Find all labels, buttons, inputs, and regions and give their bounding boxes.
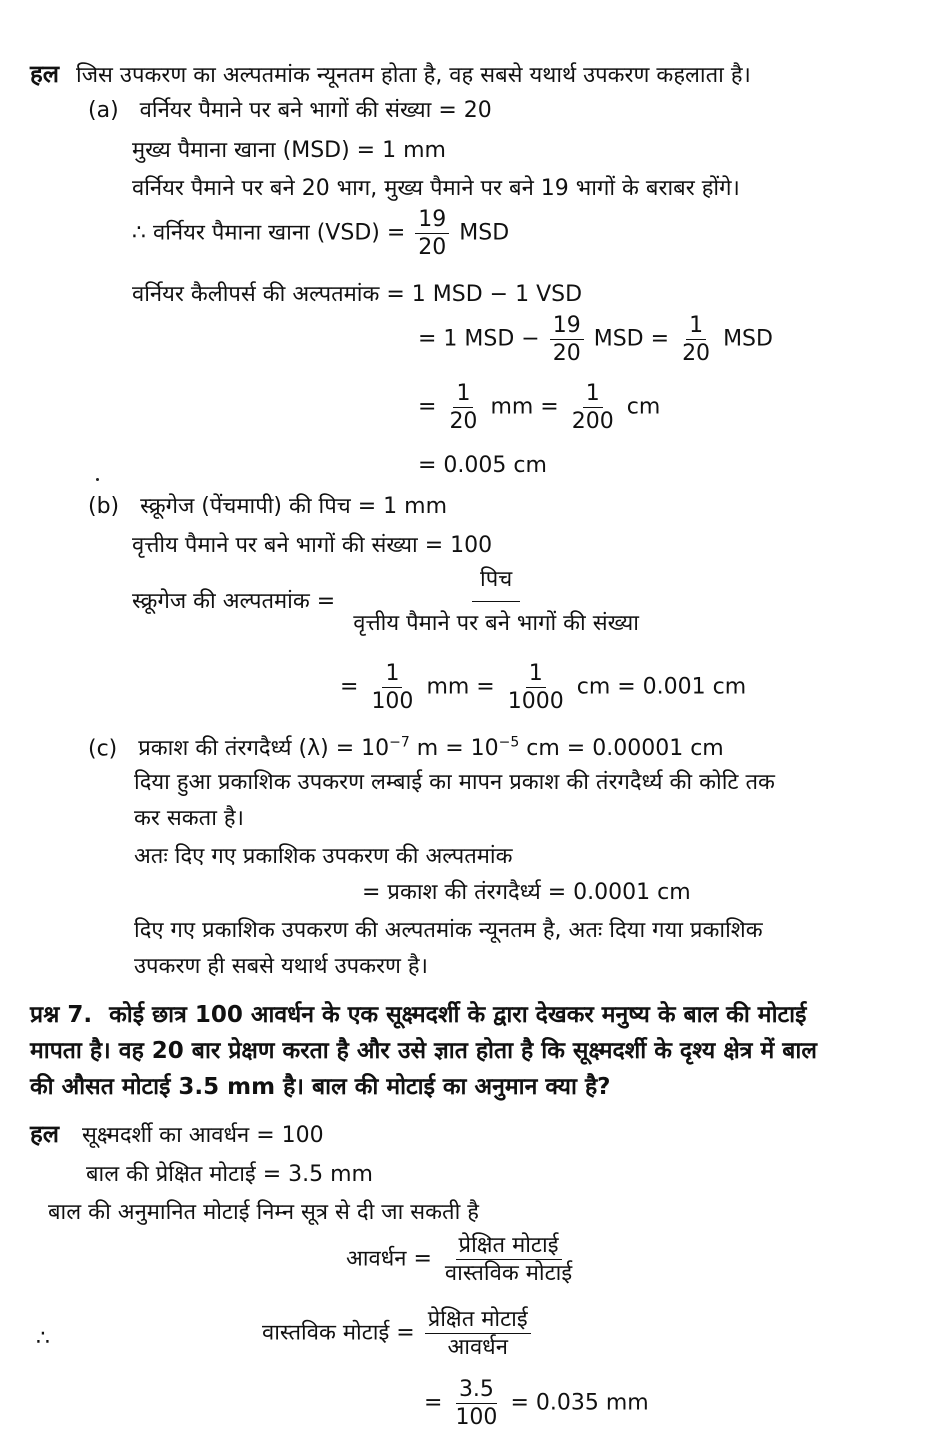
lc2-unit: MSD <box>723 326 773 352</box>
vsd-unit: MSD <box>459 220 510 246</box>
magnification-denominator: वास्तविक मोटाई <box>444 1261 573 1287</box>
part-c-line-6: दिए गए प्रकाशिक उपकरण की अल्पतमांक न्यूनतम है, अतः दिया गया प्रकाशिक <box>134 918 763 943</box>
screw-lc-result <box>340 662 746 713</box>
lc3-f1-denominator: 20 <box>449 409 478 435</box>
actual-thickness-equation <box>262 1308 534 1359</box>
solution-2-label: हल <box>30 1120 60 1148</box>
vernier-divisions-text: वर्नियर पैमाने पर बने भागों की संख्या = 20 <box>139 98 492 123</box>
final-numerator: 3.5 <box>456 1378 497 1404</box>
actual-thickness-denominator: आवर्धन <box>447 1335 508 1361</box>
question-7-line-1 <box>30 1004 806 1027</box>
screw-result-prefix: = <box>340 674 359 700</box>
final-value: = 0.035 mm <box>510 1390 649 1416</box>
magnification-numerator: प्रेक्षित मोटाई <box>456 1234 562 1260</box>
magnification-equation <box>346 1234 578 1285</box>
vernier-lc-line-4: = 0.005 cm <box>418 453 547 478</box>
screw-result-fraction-1 <box>368 662 416 713</box>
vernier-lc-line-2 <box>418 314 773 365</box>
lc3-fraction-1 <box>446 382 480 433</box>
screw-result-value: cm = 0.001 cm <box>576 674 747 700</box>
part-c-line-1 <box>88 736 724 760</box>
screw-f2-numerator: 1 <box>526 662 546 688</box>
part-c-marker: (c) <box>88 736 118 762</box>
therefore-symbol: ∴ <box>36 1326 50 1351</box>
solution-2-line-3: बाल की अनुमानित मोटाई निम्न सूत्र से दी जा सकती है <box>48 1200 479 1225</box>
actual-thickness-numerator: प्रेक्षित मोटाई <box>425 1308 531 1334</box>
screw-lc-denominator: वृत्तीय पैमाने पर बने भागों की संख्या <box>353 611 639 637</box>
lc2-fraction-1 <box>550 314 584 365</box>
question-7-line-2: मापता है। वह 20 बार प्रेक्षण करता है और उसे ज्ञात होता है कि सूक्ष्मदर्शी के दृश्य क्षेत्र में बाल <box>30 1038 817 1064</box>
screw-pitch-text: स्क्रूगेज (पेंचमापी) की पिच = 1 mm <box>140 494 447 519</box>
actual-thickness-fraction <box>425 1308 531 1359</box>
screw-lc-numerator: पिच <box>472 568 520 602</box>
solution-line <box>30 62 751 87</box>
final-fraction <box>452 1378 500 1429</box>
screw-f2-denominator: 1000 <box>507 689 564 715</box>
lc2-middle: MSD = <box>593 326 670 352</box>
lc2-f1-numerator: 19 <box>550 314 584 340</box>
lc3-fraction-2 <box>569 382 617 433</box>
screw-f1-numerator: 1 <box>382 662 402 688</box>
part-a-line-1 <box>88 100 492 122</box>
question-label: प्रश्न 7. <box>30 1002 93 1028</box>
wavelength-text <box>138 736 723 761</box>
vsd-prefix: ∴ वर्नियर पैमाना खाना (VSD) = <box>132 220 406 246</box>
actual-thickness-prefix: वास्तविक मोटाई = <box>262 1320 415 1346</box>
solution-intro: जिस उपकरण का अल्पतमांक न्यूनतम होता है, वह सबसे यथार्थ उपकरण कहलाता है। <box>76 63 751 88</box>
screw-result-fraction-2 <box>505 662 567 713</box>
vsd-numerator: 19 <box>415 208 449 234</box>
part-c-line-5: = प्रकाश की तंरगदैर्ध्य = 0.0001 cm <box>362 880 691 905</box>
exponent-1: −7 <box>389 735 410 751</box>
magnification-fraction <box>442 1234 575 1285</box>
part-b-line-2: वृत्तीय पैमाने पर बने भागों की संख्या = 100 <box>132 533 493 558</box>
part-b-marker: (b) <box>88 494 120 519</box>
wavelength-value: cm = 0.00001 cm <box>519 736 724 762</box>
magnification-text: सूक्ष्मदर्शी का आवर्धन = 100 <box>82 1123 324 1148</box>
wavelength-prefix: प्रकाश की तंरगदैर्ध्य (λ) = 10 <box>138 736 390 762</box>
part-a-line-2: मुख्य पैमाना खाना (MSD) = 1 mm <box>132 138 446 163</box>
solution-2-line-1 <box>30 1122 324 1147</box>
exponent-2: −5 <box>498 735 520 751</box>
lc2-f2-denominator: 20 <box>682 341 711 367</box>
wavelength-middle: m = 10 <box>409 736 499 762</box>
lc2-f1-denominator: 20 <box>552 341 581 367</box>
magnification-prefix: आवर्धन = <box>346 1246 432 1272</box>
solution-label: हल <box>30 60 60 88</box>
lc3-f2-denominator: 200 <box>571 409 614 435</box>
lc2-fraction-2 <box>679 314 713 365</box>
vsd-denominator: 20 <box>418 235 447 261</box>
scan-speck <box>96 478 99 481</box>
screw-f1-denominator: 100 <box>371 689 414 715</box>
screw-result-middle: mm = <box>426 674 495 700</box>
final-denominator: 100 <box>455 1405 498 1431</box>
part-b-line-1 <box>88 496 447 518</box>
question-text-1: कोई छात्र 100 आवर्धन के एक सूक्ष्मदर्शी के द्वारा देखकर मनुष्य के बाल की मोटाई <box>109 1002 807 1028</box>
part-c-line-3: कर सकता है। <box>134 806 244 831</box>
final-result-equation <box>424 1378 649 1429</box>
screw-lc-fraction <box>345 568 647 635</box>
part-a-line-3: वर्नियर पैमाने पर बने 20 भाग, मुख्य पैमाने पर बने 19 भागों के बराबर होंगे। <box>132 176 740 201</box>
part-c-line-7: उपकरण ही सबसे यथार्थ उपकरण है। <box>134 954 428 979</box>
lc3-prefix: = <box>418 394 437 420</box>
solution-2-line-2: बाल की प्रेक्षित मोटाई = 3.5 mm <box>86 1162 373 1187</box>
vsd-equation <box>132 208 509 259</box>
lc3-unit: cm <box>626 394 661 420</box>
lc3-f1-numerator: 1 <box>453 382 473 408</box>
vernier-lc-line-3 <box>418 382 660 433</box>
part-c-line-2: दिया हुआ प्रकाशिक उपकरण लम्बाई का मापन प्रकाश की तंरगदैर्ध्य की कोटि तक <box>134 770 775 795</box>
vernier-lc-line-1: वर्नियर कैलीपर्स की अल्पतमांक = 1 MSD − 1 VSD <box>132 282 583 307</box>
lc3-f2-numerator: 1 <box>583 382 603 408</box>
lc3-middle: mm = <box>490 394 559 420</box>
part-a-marker: (a) <box>88 98 119 123</box>
screw-lc-prefix: स्क्रूगेज की अल्पतमांक = <box>132 588 336 614</box>
lc2-prefix: = 1 MSD − <box>418 326 540 352</box>
screw-lc-equation <box>132 568 650 635</box>
vsd-fraction <box>415 208 449 259</box>
lc2-f2-numerator: 1 <box>686 314 706 340</box>
question-7-line-3: की औसत मोटाई 3.5 mm है। बाल की मोटाई का अनुमान क्या है? <box>30 1074 611 1100</box>
final-prefix: = <box>424 1390 443 1416</box>
part-c-line-4: अतः दिए गए प्रकाशिक उपकरण की अल्पतमांक <box>134 844 513 869</box>
